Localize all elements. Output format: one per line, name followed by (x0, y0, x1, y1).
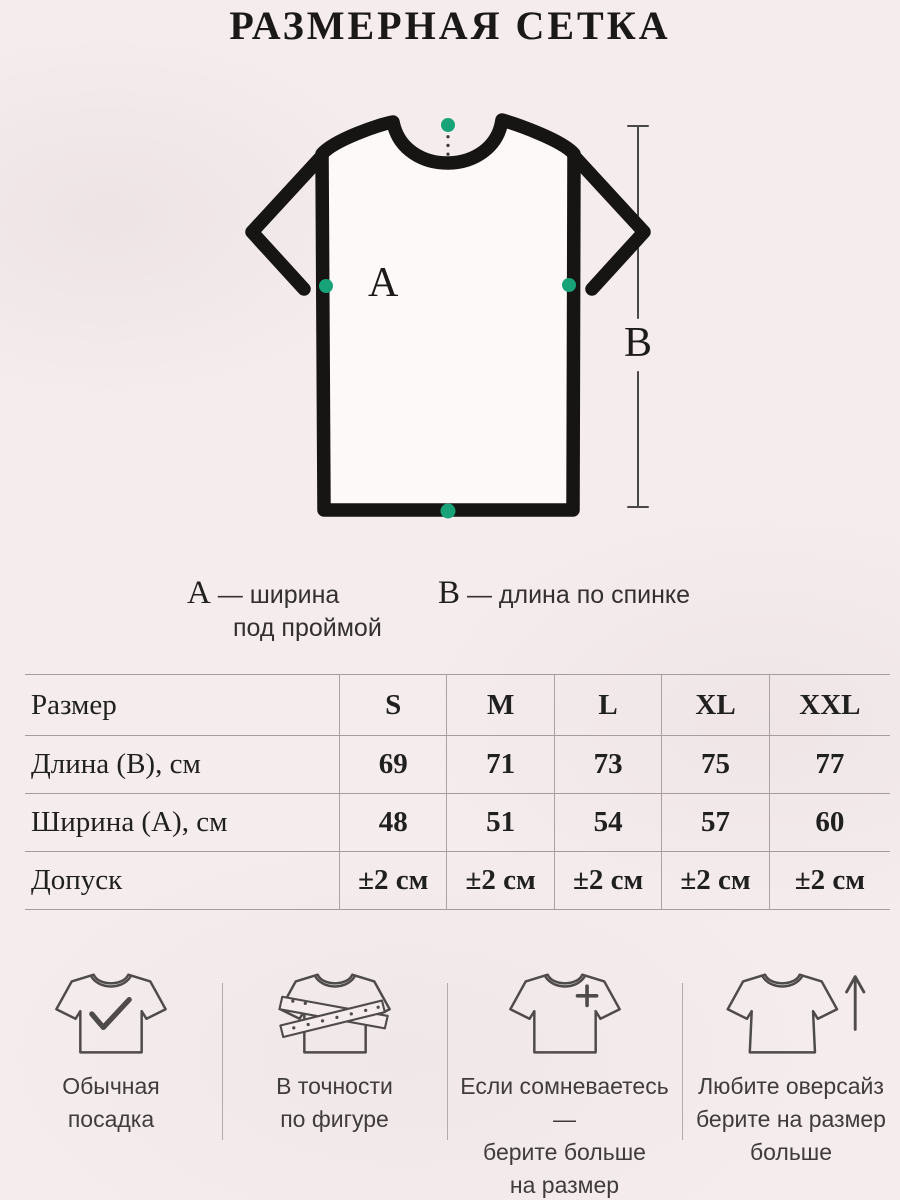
cell-value: 71 (446, 736, 553, 793)
tshirt-right-sleeve (574, 156, 644, 289)
cell-value: 51 (446, 794, 553, 851)
legend-b-line (438, 575, 690, 612)
table-row-width (25, 794, 890, 852)
size-col-l: L (554, 675, 661, 735)
row-label: Ширина (A), см (31, 806, 228, 838)
tshirt-measure-diagram (220, 92, 680, 528)
tshirt-check-icon (46, 968, 176, 1060)
tips-divider (447, 983, 448, 1140)
tshirt-oversize-icon (712, 968, 870, 1060)
check-mark (92, 1000, 129, 1028)
size-table (25, 674, 890, 910)
cell-value: ±2 см (769, 852, 890, 909)
legend-b-text: — длина по спинке (460, 581, 691, 609)
label-a: A (368, 260, 399, 306)
cell-value: ±2 см (339, 852, 446, 909)
legend-b-letter: B (438, 575, 461, 611)
cell-value: ±2 см (554, 852, 661, 909)
right-armpit-measure-dot (562, 278, 576, 292)
legend-a-text: — ширина (210, 581, 340, 609)
plus-mark (577, 986, 596, 1005)
tshirt-left-sleeve (252, 156, 322, 289)
size-col-xl: XL (661, 675, 768, 735)
size-table-header-label: Размер (31, 688, 117, 721)
legend-a-line1 (187, 575, 339, 612)
cell-value: 60 (769, 794, 890, 851)
cell-value: ±2 см (446, 852, 553, 909)
cell-value: 69 (339, 736, 446, 793)
tip-oversize (682, 955, 900, 1200)
hem-measure-dot (441, 504, 456, 519)
tip-caption: Любите оверсайз берите на размер больше (696, 1073, 886, 1165)
cell-value: ±2 см (661, 852, 768, 909)
size-col-s: S (339, 675, 446, 735)
cell-value: 54 (554, 794, 661, 851)
size-col-m: M (446, 675, 553, 735)
tip-size-up-if-unsure (447, 955, 682, 1200)
b-measure-line (628, 126, 648, 507)
size-table-header-row (25, 675, 890, 736)
tip-true-to-size (222, 955, 447, 1200)
up-arrow (847, 977, 864, 1030)
cell-value: 57 (661, 794, 768, 851)
table-row-length (25, 736, 890, 794)
page-title: РАЗМЕРНАЯ СЕТКА (229, 3, 671, 48)
cell-value: 75 (661, 736, 768, 793)
left-armpit-measure-dot (319, 279, 333, 293)
row-label: Допуск (31, 864, 123, 896)
legend-a-line2: под проймой (233, 614, 382, 642)
tshirt-tape-icon (270, 968, 400, 1060)
label-b: B (624, 320, 653, 366)
cell-value: 77 (769, 736, 890, 793)
tip-caption: В точности по фигуре (276, 1073, 393, 1132)
fit-tips-row (0, 955, 900, 1200)
tip-caption: Если сомневаетесь — берите больше на размер (460, 1073, 669, 1198)
tip-caption: Обычная посадка (62, 1073, 160, 1132)
cell-value: 73 (554, 736, 661, 793)
cell-value: 48 (339, 794, 446, 851)
tips-divider (682, 983, 683, 1140)
tshirt-plus-icon (500, 968, 630, 1060)
size-col-xxl: XXL (769, 675, 890, 735)
row-label: Длина (B), см (31, 748, 201, 780)
tip-regular-fit (0, 955, 222, 1200)
legend-a-letter: A (187, 575, 211, 611)
tshirt-outline (322, 120, 574, 510)
neck-measure-dot (441, 118, 455, 132)
tips-divider (222, 983, 223, 1140)
table-row-tolerance (25, 852, 890, 909)
